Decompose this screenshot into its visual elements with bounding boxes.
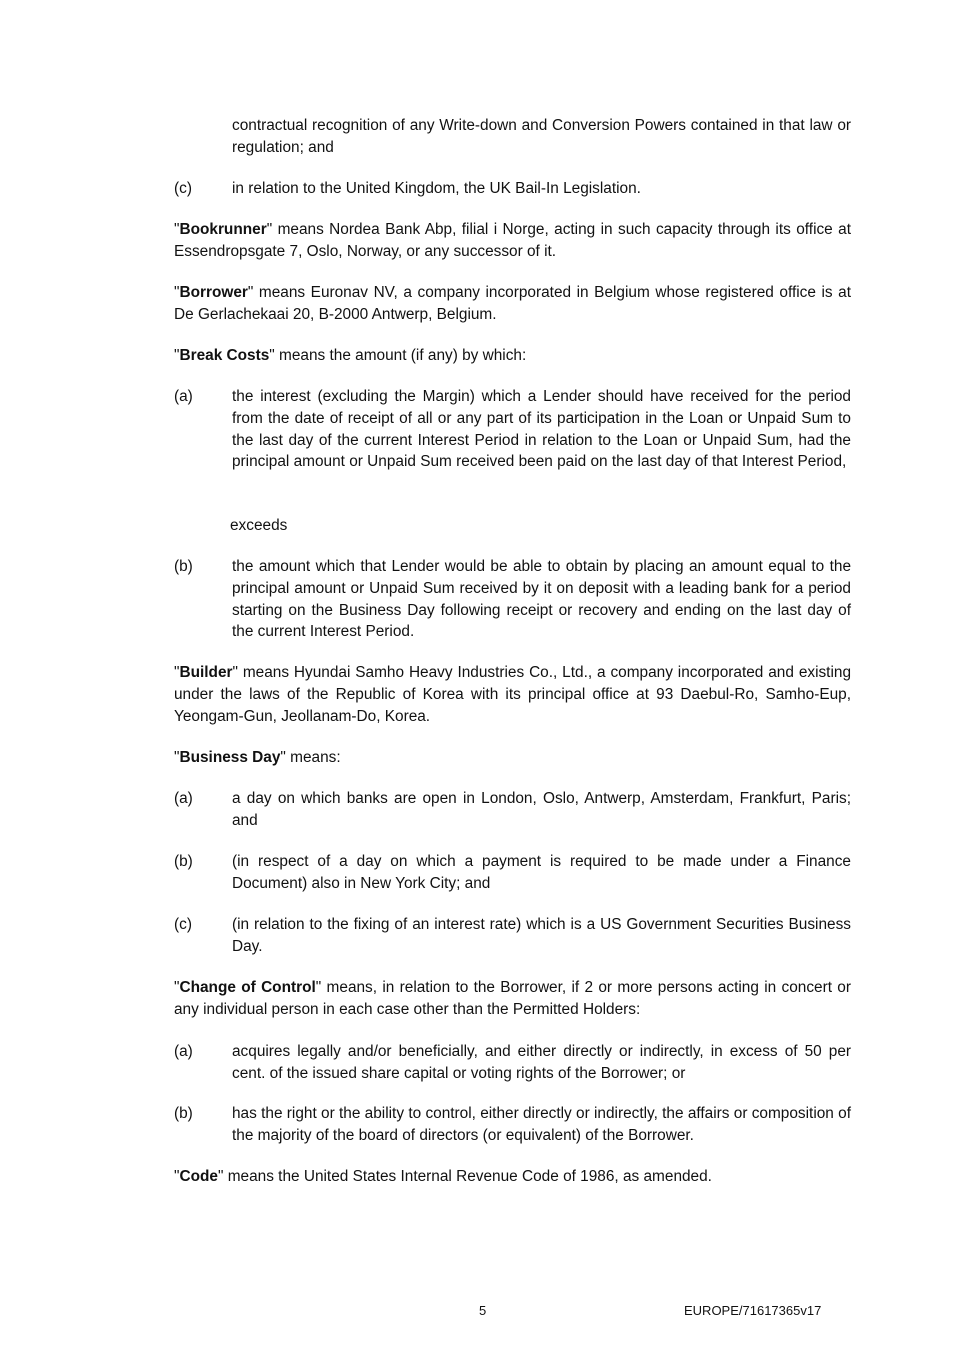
defined-term: Break Costs — [179, 347, 270, 364]
clause-label: (a) — [174, 1043, 193, 1060]
clause-label: (a) — [174, 388, 193, 405]
clause-label: (a) — [174, 790, 193, 807]
clause-text: has the right or the ability to control, either directly or indirectly, the affairs or composition of the majority of the board of directors (or equivalent) of the Borrower. — [232, 1105, 851, 1144]
clause-label: (b) — [174, 558, 193, 575]
page-number: 5 — [479, 1303, 487, 1318]
definition-borrower: "Borrower" means Euronav NV, a company incorporated in Belgium whose registered office is at De Gerlachekaai 20, B-2000 Antwerp, Belgium. — [174, 284, 851, 323]
clause-text: in relation to the United Kingdom, the UK Bail-In Legislation. — [232, 180, 641, 197]
defined-term: Business Day — [179, 749, 281, 766]
clause-text: a day on which banks are open in London, Oslo, Antwerp, Amsterdam, Frankfurt, Paris; and — [232, 790, 851, 829]
continuation-paragraph: contractual recognition of any Write-down and Conversion Powers contained in that law or regulation; and — [232, 117, 851, 156]
defined-term: Change of Control — [179, 979, 316, 996]
definition-body: " means Hyundai Samho Heavy Industries Co., Ltd., a company incorporated and existing under the laws of the Republic of Korea with its principal office at 93 Daebul-Ro, Samho-Eup, Yeongam-Gun, Jeollanam-Do, Korea. — [174, 664, 851, 725]
definition-business-day: "Business Day" means: — [174, 749, 341, 766]
defined-term: Code — [179, 1168, 218, 1185]
definition-bookrunner: "Bookrunner" means Nordea Bank Abp, filial i Norge, acting in such capacity through its office at Essendropsgate 7, Oslo, Norway, or any successor of it. — [174, 221, 851, 260]
clause-text: the amount which that Lender would be able to obtain by placing an amount equal to the principal amount or Unpaid Sum received by it on deposit with a leading bank for a period starting on the Business Day following receipt or recovery and ending on the last day of the current Interest Period. — [232, 558, 851, 641]
defined-term: Builder — [179, 664, 233, 681]
defined-term: Borrower — [179, 284, 248, 301]
definition-body: " means Euronav NV, a company incorporated in Belgium whose registered office is at De Gerlachekaai 20, B-2000 Antwerp, Belgium. — [174, 284, 851, 323]
clause-text: (in respect of a day on which a payment is required to be made under a Finance Document) also in New York City; and — [232, 853, 851, 892]
definition-body: " means the amount (if any) by which: — [269, 347, 527, 364]
definition-body: " means: — [280, 749, 341, 766]
clause-label: (c) — [174, 916, 192, 933]
clause-text: the interest (excluding the Margin) which a Lender should have received for the period from the date of receipt of all or any part of its participation in the Loan or Unpaid Sum to the last day of the current Interest Period in relation to the Loan or Unpaid Sum, had the principal amount or Unpaid Sum received been paid on the last day of that Interest Period, — [232, 388, 851, 471]
clause-label: (b) — [174, 1105, 193, 1122]
clause-text: (in relation to the fixing of an interest rate) which is a US Government Securities Business Day. — [232, 916, 851, 955]
definition-body: " means the United States Internal Revenue Code of 1986, as amended. — [217, 1168, 712, 1185]
defined-term: Bookrunner — [179, 221, 267, 238]
clause-label: (b) — [174, 853, 193, 870]
document-reference: EUROPE/71617365v17 — [684, 1303, 822, 1318]
definition-builder: "Builder" means Hyundai Samho Heavy Industries Co., Ltd., a company incorporated and existing under the laws of the Republic of Korea with its principal office at 93 Daebul-Ro, Samho-Eup, Yeongam-Gun, Jeollanam-Do, Korea. — [174, 664, 851, 725]
clause-label: (c) — [174, 180, 192, 197]
definition-break-costs: "Break Costs" means the amount (if any) by which: — [174, 347, 527, 364]
definition-body: " means Nordea Bank Abp, filial i Norge, acting in such capacity through its office at Essendropsgate 7, Oslo, Norway, or any successor of it. — [174, 221, 851, 260]
definition-code: "Code" means the United States Internal Revenue Code of 1986, as amended. — [174, 1168, 712, 1185]
definition-body: " means, in relation to the Borrower, if 2 or more persons acting in concert or any individual person in each case other than the Permitted Holders: — [174, 979, 851, 1018]
definition-change-of-control: "Change of Control" means, in relation to the Borrower, if 2 or more persons acting in concert or any individual person in each case other than the Permitted Holders: — [174, 979, 851, 1018]
clause-text: acquires legally and/or beneficially, and either directly or indirectly, in excess of 50 per cent. of the issued share capital or voting rights of the Borrower; or — [232, 1043, 851, 1082]
exceeds-connector: exceeds — [230, 517, 288, 534]
